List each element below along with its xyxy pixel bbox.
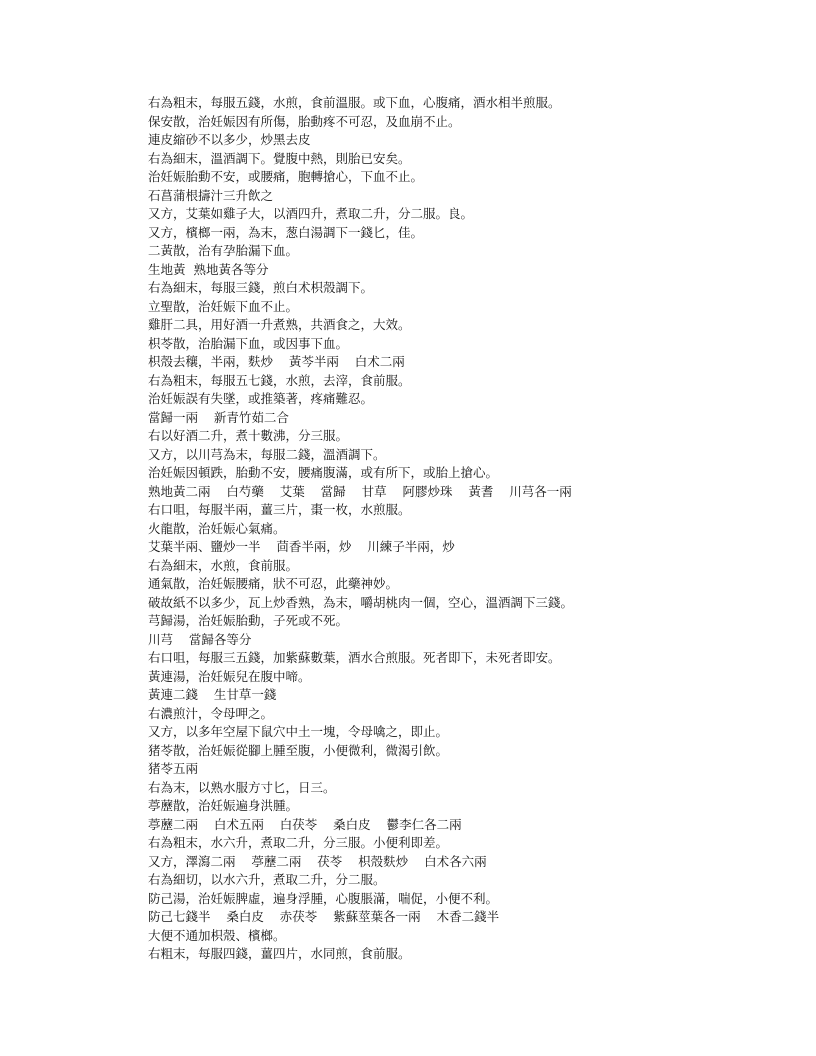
text-line: 川芎 當歸各等分 — [148, 631, 252, 647]
text-line: 連皮縮砂不以多少，炒黑去皮 — [148, 132, 311, 147]
text-line: 右以好酒二升，煮十數沸，分三服。 — [148, 428, 349, 443]
text-line: 黃連湯，治妊娠兒在腹中啼。 — [148, 668, 311, 684]
text-line: 黃連二錢 生甘草一錢 — [148, 687, 277, 702]
text-line: 石菖蒲根擣汁三升飲之 — [148, 187, 274, 203]
text-line: 右口咀，每服半兩，薑三片，棗一枚，水煎服。 — [148, 502, 411, 517]
text-line: 右為細切，以水六升，煮取二升，分二服。 — [148, 872, 386, 887]
text-line: 葶藶散，治妊娠遍身洪腫。 — [148, 798, 299, 813]
text-body — [148, 94, 788, 964]
text-line: 右為粗末，每服五七錢，水煎，去滓，食前服。 — [148, 372, 411, 388]
text-line: 生地黃 熟地黃各等分 — [148, 261, 269, 277]
text-line: 治妊娠胎動不安，或腰痛，胞轉搶心，下血不止。 — [148, 169, 424, 184]
text-line: 防己七錢半 桑白皮 赤茯苓 紫蘇莖葉各一兩 木香二錢半 — [148, 909, 500, 924]
text-line: 又方，澤瀉二兩 葶藶二兩 茯苓 枳殼麩炒 白术各六兩 — [148, 853, 487, 869]
text-line: 右濃煎汁，令母呷之。 — [148, 705, 274, 721]
text-line: 當歸一兩 新青竹茹二合 — [148, 409, 289, 425]
text-line: 右為粗末，水六升，煮取二升，分三服。小便利即差。 — [148, 835, 449, 850]
text-line: 葶藶二兩 白术五兩 白茯苓 桑白皮 鬱李仁各二兩 — [148, 816, 462, 832]
text-line: 治妊娠誤有失墜，或推築著，疼痛難忍。 — [148, 391, 374, 406]
text-line: 保安散，治妊娠因有所傷，胎動疼不可忍，及血崩不止。 — [148, 113, 461, 129]
text-line: 通氣散，治妊娠腰痛，狀不可忍，此藥神妙。 — [148, 576, 399, 591]
text-line: 右為末，以熟水服方寸匕，日三。 — [148, 779, 336, 795]
text-line: 右為細末，水煎，食前服。 — [148, 557, 299, 573]
text-line: 猪苓五兩 — [148, 761, 199, 776]
text-line: 右為細末，溫酒調下。覺腹中熱，則胎已安矣。 — [148, 150, 411, 166]
text-line: 防己湯，治妊娠脾虛，遍身浮腫，心腹脹滿，喘促，小便不利。 — [148, 890, 499, 906]
text-line: 右為細末，每服三錢，煎白术枳殼調下。 — [148, 280, 374, 295]
text-line: 枳苓散，治胎漏下血，或因事下血。 — [148, 335, 349, 351]
text-line: 芎歸湯，治妊娠胎動，子死或不死。 — [148, 613, 349, 628]
text-line: 又方，以多年空屋下鼠穴中土一塊，令母噙之，即止。 — [148, 724, 449, 739]
text-line: 又方，檳榔一兩，為末，葱白湯調下一錢匕，佳。 — [148, 224, 424, 240]
text-line: 右粗末，每服四錢，薑四片，水同煎，食前服。 — [148, 946, 411, 961]
text-line: 雞肝二具，用好酒一升煮熟，共酒食之，大效。 — [148, 317, 411, 332]
text-line: 破故紙不以多少，瓦上炒香熟，為末，嚼胡桃肉一個，空心，溫酒調下三錢。 — [148, 594, 574, 610]
text-line: 右口咀，每服三五錢，加紫蘇數葉，酒水合煎服。死者即下，未死者即安。 — [148, 650, 561, 665]
text-line: 治妊娠因頓跌，胎動不安，腰痛腹滿，或有所下，或胎上搶心。 — [148, 465, 499, 480]
text-line: 大便不通加枳殼、檳榔。 — [148, 927, 286, 943]
text-line: 猪苓散，治妊娠從腳上腫至腹，小便微利，微渴引飲。 — [148, 742, 449, 758]
text-line: 又方，艾葉如雞子大，以酒四升，煮取二升，分二服。良。 — [148, 206, 474, 221]
text-line: 艾葉半兩、鹽炒一半 茴香半兩，炒 川練子半兩，炒 — [148, 539, 455, 554]
text-line: 枳殼去穰，半兩，麩炒 黃芩半兩 白术二兩 — [148, 354, 405, 369]
text-line: 熟地黃二兩 白芍藥 艾葉 當歸 甘草 阿膠炒珠 黃耆 川芎各一兩 — [148, 483, 572, 499]
text-line: 二黃散，治有孕胎漏下血。 — [148, 243, 299, 258]
text-line: 立聖散，治妊娠下血不止。 — [148, 298, 299, 314]
text-line: 火龍散，治妊娠心氣痛。 — [148, 520, 286, 536]
text-line: 右為粗末，每服五錢，水煎，食前溫服。或下血，心腹痛，酒水相半煎服。 — [148, 95, 561, 110]
text-line: 又方，以川芎為末，每服二錢，溫酒調下。 — [148, 446, 386, 462]
